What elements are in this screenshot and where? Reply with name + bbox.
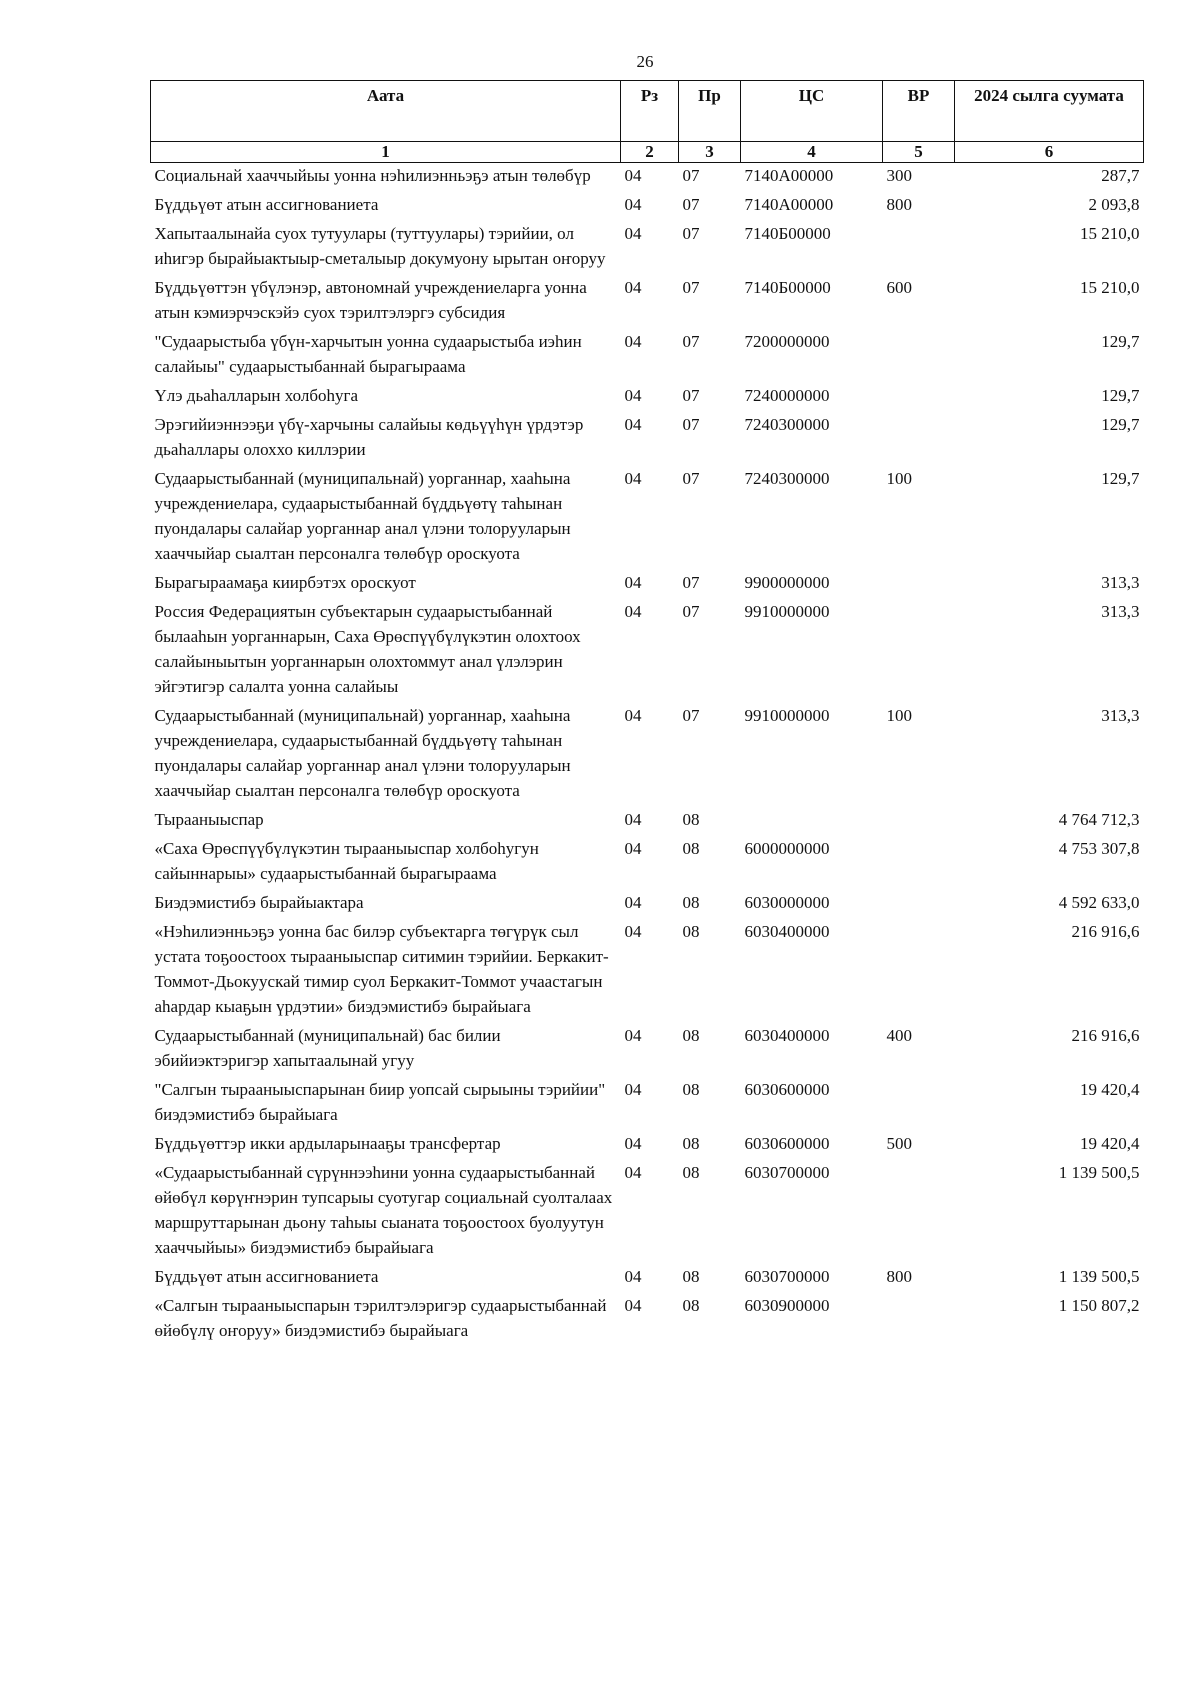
row-vr bbox=[883, 329, 955, 383]
row-cs: 7200000000 bbox=[744, 332, 830, 351]
row-vr: 300 bbox=[886, 166, 912, 185]
row-name: «Нэһилиэнньэҕэ уонна бас билэр субъектарга төгүрүк сыл устата тоҕоостоох тырааныыспар ситимин тэрийии. Беркакит-Томмот-Дьокуускай тимир суол Беркакит-Томмот учаастагын аһардар кыаҕын үрдэтии» биэдэмистибэ бырайыага bbox=[154, 922, 609, 1016]
row-pr: 07 bbox=[682, 469, 700, 488]
row-sum: 313,3 bbox=[1101, 602, 1140, 621]
row-name: Эрэгийиэннээҕи үбү-харчыны салайыы көдьүүһүн үрдэтэр дьаһаллары олоххо киллэрии bbox=[154, 415, 584, 459]
row-pr: 08 bbox=[682, 839, 700, 858]
table-row bbox=[151, 570, 1144, 599]
table-row bbox=[151, 163, 1144, 193]
table-body bbox=[151, 163, 1144, 1348]
row-name: Судаарыстыбаннай (муниципальнай) уорганнар, хааһына учреждениелара, судаарыстыбаннай бүддьүөтү таһынан пуондалары салайар уорганнар анал үлэни толорууларын хааччыйар сыалтан персоналга төлөбүр ороскуота bbox=[154, 706, 571, 800]
table-row bbox=[151, 890, 1144, 919]
table-row bbox=[151, 329, 1144, 383]
table-row bbox=[151, 275, 1144, 329]
row-rz: 04 bbox=[624, 1267, 642, 1286]
column-number: 3 bbox=[679, 142, 741, 163]
row-pr: 07 bbox=[682, 195, 700, 214]
row-pr: 07 bbox=[682, 602, 700, 621]
row-sum: 313,3 bbox=[1101, 573, 1140, 592]
budget-table bbox=[150, 80, 1144, 1347]
header-name: Аата bbox=[151, 81, 621, 142]
row-sum: 4 592 633,0 bbox=[1058, 893, 1140, 912]
row-vr bbox=[883, 221, 955, 275]
row-pr: 08 bbox=[682, 1296, 700, 1315]
row-sum: 313,3 bbox=[1101, 706, 1140, 725]
header-titles-row bbox=[151, 81, 1144, 142]
row-rz: 04 bbox=[624, 1296, 642, 1315]
row-vr bbox=[883, 836, 955, 890]
row-sum: 129,7 bbox=[1101, 415, 1140, 434]
row-name: «Судаарыстыбаннай сүрүннээһини уонна судаарыстыбаннай өйөбүл көрүҥнэрин тупсарыы суотугар социальнай суолталаах маршруттарынан дьону таһыы сыаната тоҕоостоох буолуутун хааччыйыы» биэдэмистибэ бырайыага bbox=[154, 1163, 613, 1257]
row-cs: 6030900000 bbox=[744, 1296, 830, 1315]
row-name: Судаарыстыбаннай (муниципальнай) уорганнар, хааһына учреждениелара, судаарыстыбаннай бүддьүөтү таһынан пуондалары салайар уорганнар анал үлэни толорууларын хааччыйар сыалтан персоналга төлөбүр ороскуота bbox=[154, 469, 571, 563]
table-row bbox=[151, 1023, 1144, 1077]
table-row bbox=[151, 1264, 1144, 1293]
row-pr: 08 bbox=[682, 1163, 700, 1182]
row-cs: 6030400000 bbox=[744, 1026, 830, 1045]
row-sum: 2 093,8 bbox=[1088, 195, 1140, 214]
table-row bbox=[151, 192, 1144, 221]
row-rz: 04 bbox=[624, 893, 642, 912]
row-cs: 7240300000 bbox=[744, 415, 830, 434]
table-row bbox=[151, 466, 1144, 570]
row-vr bbox=[883, 1293, 955, 1347]
row-pr: 07 bbox=[682, 224, 700, 243]
column-number: 6 bbox=[955, 142, 1144, 163]
header-vr: ВР bbox=[883, 81, 955, 142]
row-cs: 6030400000 bbox=[744, 922, 830, 941]
row-vr bbox=[883, 1160, 955, 1264]
row-sum: 4 764 712,3 bbox=[1058, 810, 1140, 829]
row-cs: 6030000000 bbox=[744, 893, 830, 912]
row-name: Бүддьүөт атын ассигнованиета bbox=[154, 1267, 379, 1286]
row-pr: 08 bbox=[682, 922, 700, 941]
row-rz: 04 bbox=[624, 922, 642, 941]
table-row bbox=[151, 807, 1144, 836]
column-number: 2 bbox=[621, 142, 679, 163]
row-rz: 04 bbox=[624, 332, 642, 351]
row-pr: 08 bbox=[682, 1080, 700, 1099]
row-vr: 500 bbox=[886, 1134, 912, 1153]
row-name: «Саха Өрөспүүбүлүкэтин тырааныыспар холбоһугун сайыннарыы» судаарыстыбаннай бырагыраама bbox=[154, 839, 539, 883]
row-pr: 07 bbox=[682, 332, 700, 351]
row-name: "Судаарыстыба үбүн-харчытын уонна судаарыстыба иэһин салайыы" судаарыстыбаннай бырагыраама bbox=[154, 332, 582, 376]
row-sum: 1 150 807,2 bbox=[1058, 1296, 1140, 1315]
row-cs: 6000000000 bbox=[744, 839, 830, 858]
row-rz: 04 bbox=[624, 1026, 642, 1045]
row-pr: 08 bbox=[682, 1134, 700, 1153]
row-rz: 04 bbox=[624, 415, 642, 434]
row-vr bbox=[883, 570, 955, 599]
row-name: Россия Федерациятын субъектарын судаарыстыбаннай былааһын уорганнарын, Саха Өрөспүүбүлүкэтин олохтоох салайыныытын уорганнарын олохтоммут анал үлэлэрин эйгэтигэр салалта уонна салайыы bbox=[154, 602, 581, 696]
column-number: 5 bbox=[883, 142, 955, 163]
table-row bbox=[151, 1293, 1144, 1347]
row-name: Биэдэмистибэ бырайыактара bbox=[154, 893, 364, 912]
row-name: Бүддьүөттэр икки ардыларынааҕы трансфертар bbox=[154, 1134, 501, 1153]
row-cs: 7140Б00000 bbox=[744, 224, 831, 243]
row-cs: 9910000000 bbox=[744, 706, 830, 725]
row-sum: 129,7 bbox=[1101, 332, 1140, 351]
row-cs: 7240000000 bbox=[744, 386, 830, 405]
row-vr bbox=[883, 599, 955, 703]
row-sum: 216 916,6 bbox=[1071, 1026, 1140, 1045]
row-pr: 07 bbox=[682, 706, 700, 725]
row-cs: 7140A00000 bbox=[744, 166, 834, 185]
row-name: "Салгын тырааныыспарынан биир уопсай сырыыны тэрийии" биэдэмистибэ бырайыага bbox=[154, 1080, 606, 1124]
row-name: «Салгын тырааныыспарын тэрилтэлэригэр судаарыстыбаннай өйөбүлү оҥоруу» биэдэмистибэ бырайыага bbox=[154, 1296, 607, 1340]
row-name: Үлэ дьаһалларын холбоһуга bbox=[154, 386, 359, 405]
row-sum: 216 916,6 bbox=[1071, 922, 1140, 941]
table-row bbox=[151, 919, 1144, 1023]
row-rz: 04 bbox=[624, 278, 642, 297]
row-cs: 6030600000 bbox=[744, 1080, 830, 1099]
row-cs: 9910000000 bbox=[744, 602, 830, 621]
row-vr: 800 bbox=[886, 195, 912, 214]
row-vr: 100 bbox=[886, 706, 912, 725]
row-vr bbox=[883, 1077, 955, 1131]
row-sum: 1 139 500,5 bbox=[1058, 1163, 1140, 1182]
row-cs: 6030700000 bbox=[744, 1267, 830, 1286]
row-name: Судаарыстыбаннай (муниципальнай) бас билии эбийиэктэригэр хапытаалынай угуу bbox=[154, 1026, 501, 1070]
row-name: Социальнай хааччыйыы уонна нэһилиэнньэҕэ атын төлөбүр bbox=[154, 166, 591, 185]
table-row bbox=[151, 221, 1144, 275]
row-rz: 04 bbox=[624, 706, 642, 725]
row-pr: 07 bbox=[682, 415, 700, 434]
row-sum: 19 420,4 bbox=[1080, 1134, 1140, 1153]
row-vr bbox=[883, 890, 955, 919]
header-sum: 2024 сылга суумата bbox=[955, 81, 1144, 142]
row-sum: 15 210,0 bbox=[1080, 278, 1140, 297]
table-row bbox=[151, 1160, 1144, 1264]
row-vr: 800 bbox=[886, 1267, 912, 1286]
row-vr bbox=[883, 807, 955, 836]
row-cs: 7140A00000 bbox=[744, 195, 834, 214]
row-rz: 04 bbox=[624, 224, 642, 243]
table-row bbox=[151, 412, 1144, 466]
row-rz: 04 bbox=[624, 1163, 642, 1182]
row-rz: 04 bbox=[624, 1080, 642, 1099]
table-row bbox=[151, 383, 1144, 412]
row-vr bbox=[883, 412, 955, 466]
row-name: Бырагыраамаҕа киирбэтэх ороскуот bbox=[154, 573, 416, 592]
row-cs: 7240300000 bbox=[744, 469, 830, 488]
page-number: 26 bbox=[636, 52, 654, 71]
header-rz: Рз bbox=[621, 81, 679, 142]
table-row bbox=[151, 703, 1144, 807]
row-pr: 07 bbox=[682, 573, 700, 592]
row-pr: 07 bbox=[682, 386, 700, 405]
header-pr: Пр bbox=[679, 81, 741, 142]
row-rz: 04 bbox=[624, 573, 642, 592]
row-rz: 04 bbox=[624, 839, 642, 858]
table-header bbox=[151, 81, 1144, 163]
row-name: Бүддьүөт атын ассигнованиета bbox=[154, 195, 379, 214]
row-sum: 287,7 bbox=[1101, 166, 1140, 185]
row-pr: 08 bbox=[682, 1026, 700, 1045]
header-cs: ЦС bbox=[741, 81, 883, 142]
row-name: Тырааныыспар bbox=[154, 810, 264, 829]
row-pr: 08 bbox=[682, 1267, 700, 1286]
table-row bbox=[151, 599, 1144, 703]
row-vr: 100 bbox=[886, 469, 912, 488]
row-sum: 129,7 bbox=[1101, 386, 1140, 405]
header-numbers-row bbox=[151, 142, 1144, 163]
column-number: 4 bbox=[741, 142, 883, 163]
row-pr: 07 bbox=[682, 278, 700, 297]
row-sum: 4 753 307,8 bbox=[1058, 839, 1140, 858]
row-vr: 600 bbox=[886, 278, 912, 297]
row-cs bbox=[741, 807, 883, 836]
row-sum: 1 139 500,5 bbox=[1058, 1267, 1140, 1286]
row-rz: 04 bbox=[624, 602, 642, 621]
row-vr bbox=[883, 919, 955, 1023]
column-number: 1 bbox=[151, 142, 621, 163]
table-row bbox=[151, 1077, 1144, 1131]
row-name: Бүддьүөттэн үбүлэнэр, автономнай учреждениеларга уонна атын кэмиэрчэскэйэ суох тэрилтэлэргэ субсидия bbox=[154, 278, 587, 322]
row-pr: 08 bbox=[682, 893, 700, 912]
row-sum: 129,7 bbox=[1101, 469, 1140, 488]
row-rz: 04 bbox=[624, 810, 642, 829]
table-row bbox=[151, 1131, 1144, 1160]
row-sum: 19 420,4 bbox=[1080, 1080, 1140, 1099]
row-pr: 08 bbox=[682, 810, 700, 829]
row-rz: 04 bbox=[624, 386, 642, 405]
row-rz: 04 bbox=[624, 1134, 642, 1153]
row-vr bbox=[883, 383, 955, 412]
row-cs: 6030600000 bbox=[744, 1134, 830, 1153]
row-name: Хапытаалынайа суох тутуулары (туттуулары) тэрийии, ол иһигэр бырайыактыыр-сметалыыр докумуону ырытан оҥоруу bbox=[154, 224, 606, 268]
row-cs: 7140Б00000 bbox=[744, 278, 831, 297]
row-rz: 04 bbox=[624, 469, 642, 488]
row-pr: 07 bbox=[682, 166, 700, 185]
row-vr: 400 bbox=[886, 1026, 912, 1045]
row-rz: 04 bbox=[624, 195, 642, 214]
table-row bbox=[151, 836, 1144, 890]
row-rz: 04 bbox=[624, 166, 642, 185]
row-sum: 15 210,0 bbox=[1080, 224, 1140, 243]
row-cs: 9900000000 bbox=[744, 573, 830, 592]
row-cs: 6030700000 bbox=[744, 1163, 830, 1182]
